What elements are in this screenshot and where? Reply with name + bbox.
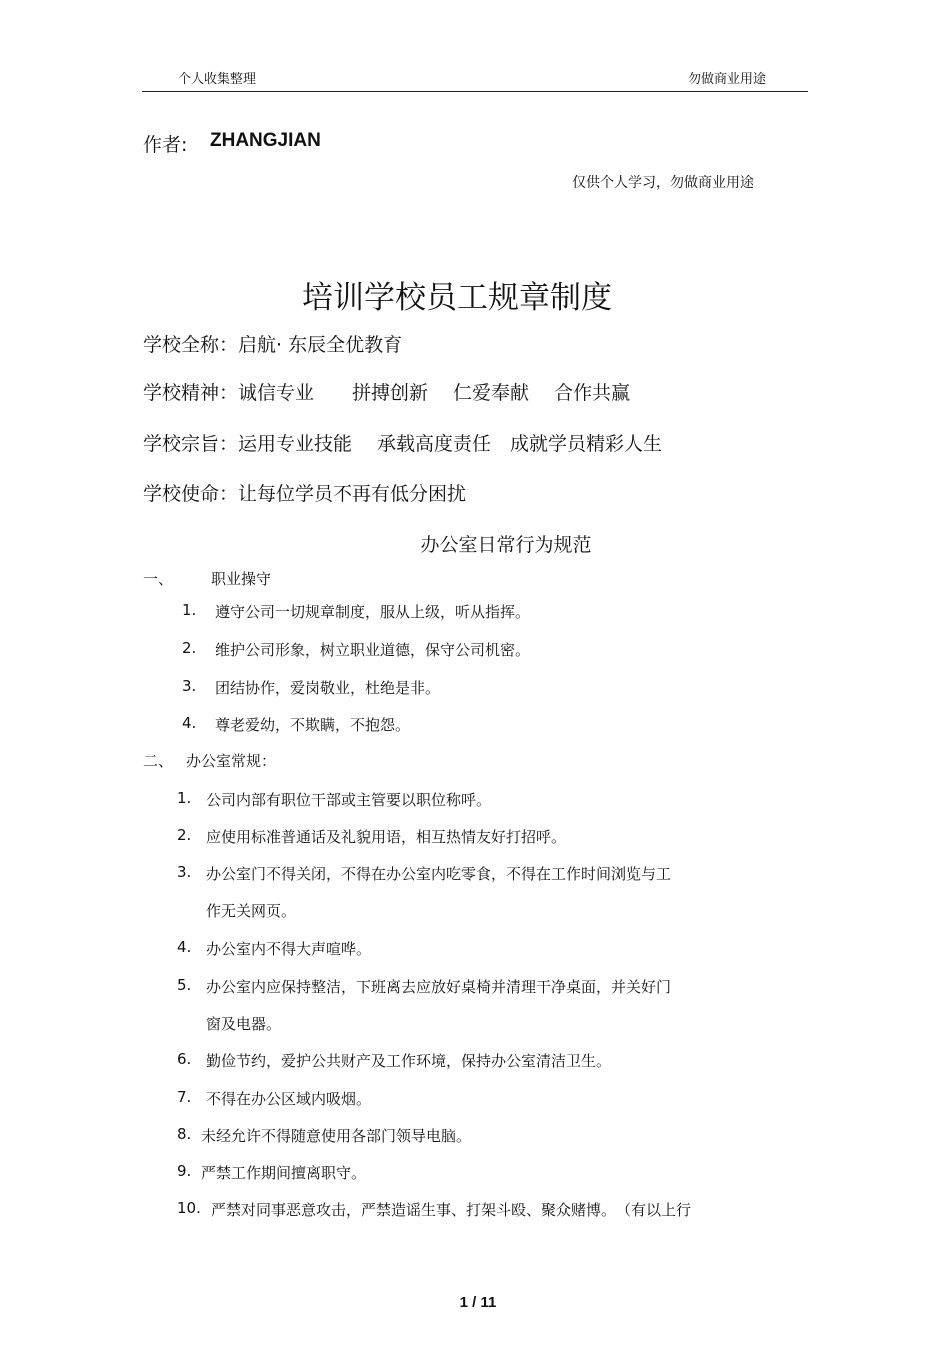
list-item: 办公室门不得关闭，不得在办公室内吃零食，不得在工作时间浏览与工	[206, 865, 672, 883]
list-item-number: 9.	[177, 1162, 192, 1180]
list-item: 应使用标准普通话及礼貌用语，相互热情友好打招呼。	[206, 828, 567, 846]
header-right-text: 勿做商业用途	[688, 72, 767, 87]
list-item-number: 1.	[177, 789, 192, 807]
header-left-text: 个人收集整理	[178, 72, 257, 87]
list-item: 不得在办公区域内吸烟。	[206, 1090, 372, 1108]
school-purpose-line: 学校宗旨：运用专业技能 承载高度责任 成就学员精彩人生	[143, 433, 663, 455]
list-item-number: 10.	[177, 1199, 201, 1217]
page-number: 1 / 11	[459, 1294, 497, 1311]
list-item: 遵守公司一切规章制度，服从上级，听从指挥。	[215, 603, 531, 621]
list-item-number: 4.	[182, 714, 197, 732]
section-1-marker: 一、	[143, 570, 174, 588]
list-item-number: 2.	[182, 639, 197, 657]
school-spirit-line: 学校精神：诚信专业 拼搏创新 仁爱奉献 合作共赢	[143, 382, 631, 404]
section-subtitle: 办公室日常行为规范	[420, 534, 592, 556]
section-2-title: 办公室常规：	[186, 752, 277, 770]
list-item: 办公室内应保持整洁，下班离去应放好桌椅并清理干净桌面，并关好门	[206, 978, 672, 996]
list-item-number: 2.	[177, 826, 192, 844]
author-label: 作者:	[143, 134, 188, 156]
list-item-number: 3.	[182, 677, 197, 695]
list-item-continuation: 窗及电器。	[206, 1015, 282, 1033]
header-rule	[142, 91, 808, 92]
list-item-number: 5.	[177, 976, 192, 994]
school-mission-line: 学校使命：让每位学员不再有低分困扰	[143, 483, 467, 505]
list-item: 严禁对同事恶意攻击，严禁造谣生事、打架斗殴、聚众赌博。 （有以上行	[211, 1201, 692, 1219]
list-item: 尊老爱幼，不欺瞒，不抱怨。	[215, 716, 411, 734]
list-item: 未经允许不得随意使用各部门领导电脑。	[201, 1127, 472, 1145]
list-item-number: 8.	[177, 1125, 192, 1143]
list-item: 办公室内不得大声喧哗。	[206, 940, 372, 958]
list-item: 勤俭节约，爱护公共财产及工作环境，保持办公室清洁卫生。	[206, 1052, 612, 1070]
list-item-number: 3.	[177, 863, 192, 881]
document-title: 培训学校员工规章制度	[302, 280, 612, 316]
usage-note: 仅供个人学习，勿做商业用途	[572, 175, 754, 191]
author-name: ZHANGJIAN	[210, 130, 321, 151]
list-item: 维护公司形象，树立职业道德，保守公司机密。	[215, 641, 531, 659]
list-item: 严禁工作期间擅离职守。	[201, 1164, 367, 1182]
list-item: 公司内部有职位干部或主管要以职位称呼。	[206, 791, 492, 809]
section-1-title: 职业操守	[211, 570, 272, 588]
list-item-continuation: 作无关网页。	[206, 902, 297, 920]
list-item: 团结协作，爱岗敬业，杜绝是非。	[215, 679, 441, 697]
section-2-marker: 二、	[143, 752, 174, 770]
list-item-number: 4.	[177, 938, 192, 956]
list-item-number: 7.	[177, 1088, 192, 1106]
list-item-number: 1.	[182, 601, 197, 619]
school-name-line: 学校全称：启航· 东辰全优教育	[143, 334, 403, 356]
list-item-number: 6.	[177, 1050, 192, 1068]
